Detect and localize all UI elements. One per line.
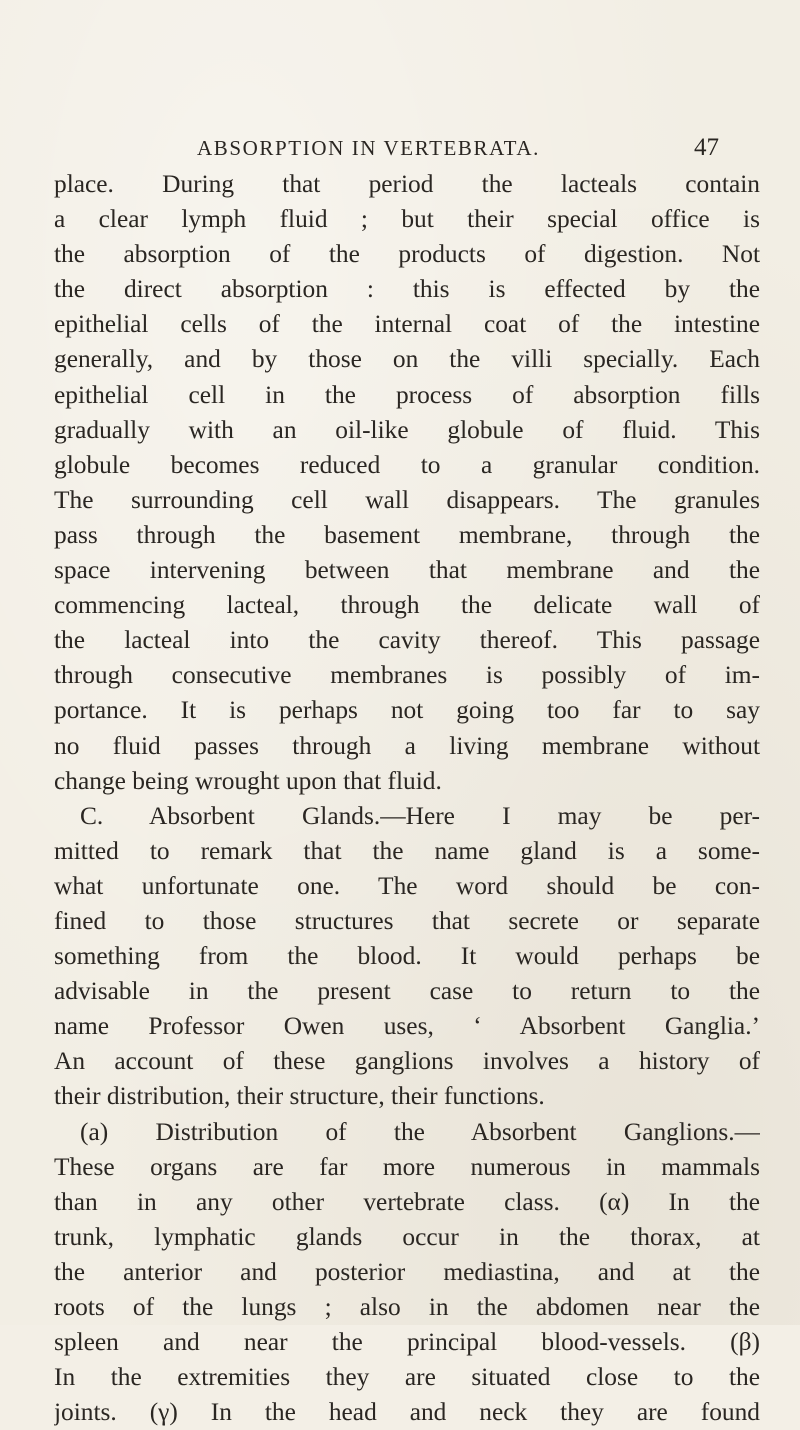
running-title: ABSORPTION IN VERTEBRATA.	[197, 136, 540, 160]
text-line: epithelial cells of the internal coat of the intestine	[54, 310, 760, 339]
text-line: generally, and by those on the villi specially. Each	[54, 345, 760, 374]
text-line: An account of these ganglions involves a history of	[54, 1047, 760, 1076]
page-number: 47	[694, 134, 719, 161]
text-line-paragraph-end: their distribution, their structure, their functions.	[54, 1082, 545, 1111]
text-line: These organs are far more numerous in mammals	[54, 1152, 760, 1181]
text-line: joints. (γ) In the head and neck they are found	[54, 1398, 760, 1427]
text-line-paragraph-start: (a) Distribution of the Absorbent Ganglions.—	[80, 1117, 760, 1146]
body-text	[54, 167, 760, 1430]
text-line: the anterior and posterior mediastina, and at the	[54, 1257, 760, 1286]
text-line-paragraph-end: change being wrought upon that fluid.	[54, 766, 442, 795]
text-line: roots of the lungs ; also in the abdomen near the	[54, 1293, 760, 1321]
text-line: commencing lacteal, through the delicate wall of	[54, 591, 760, 620]
text-line: fined to those structures that secrete or separate	[54, 906, 760, 935]
text-line: space intervening between that membrane and the	[54, 556, 760, 585]
text-line: portance. It is perhaps not going too far to say	[54, 696, 760, 725]
running-head	[0, 132, 800, 164]
text-line: through consecutive membranes is possibly of im-	[54, 661, 760, 690]
text-line-paragraph-start: C. Absorbent Glands.—Here I may be per-	[80, 801, 760, 830]
text-line: spleen and near the principal blood-vessels. (β)	[54, 1328, 760, 1357]
text-line: a clear lymph fluid ; but their special office is	[54, 205, 760, 234]
text-line: advisable in the present case to return to the	[54, 977, 760, 1006]
text-line: trunk, lymphatic glands occur in the thorax, at	[54, 1222, 760, 1251]
text-line: what unfortunate one. The word should be con-	[54, 871, 760, 900]
text-line: no fluid passes through a living membrane without	[54, 731, 760, 760]
text-line: pass through the basement membrane, through the	[54, 520, 760, 549]
text-line: name Professor Owen uses, ‘ Absorbent Ganglia.’	[54, 1012, 760, 1041]
text-line: than in any other vertebrate class. (α) In the	[54, 1187, 760, 1216]
text-line: epithelial cell in the process of absorption fills	[54, 380, 760, 409]
text-line: something from the blood. It would perhaps be	[54, 942, 760, 971]
text-line: In the extremities they are situated close to the	[54, 1363, 760, 1392]
text-line: The surrounding cell wall disappears. The granules	[54, 485, 760, 514]
text-line: the lacteal into the cavity thereof. This passage	[54, 626, 760, 655]
text-line: the direct absorption : this is effected by the	[54, 275, 760, 304]
text-line: globule becomes reduced to a granular condition.	[54, 450, 760, 479]
text-line: the absorption of the products of digestion. Not	[54, 240, 760, 269]
text-line: mitted to remark that the name gland is a some-	[54, 836, 760, 865]
text-line: place. During that period the lacteals contain	[54, 170, 760, 198]
text-line: gradually with an oil-like globule of fluid. This	[54, 415, 760, 444]
